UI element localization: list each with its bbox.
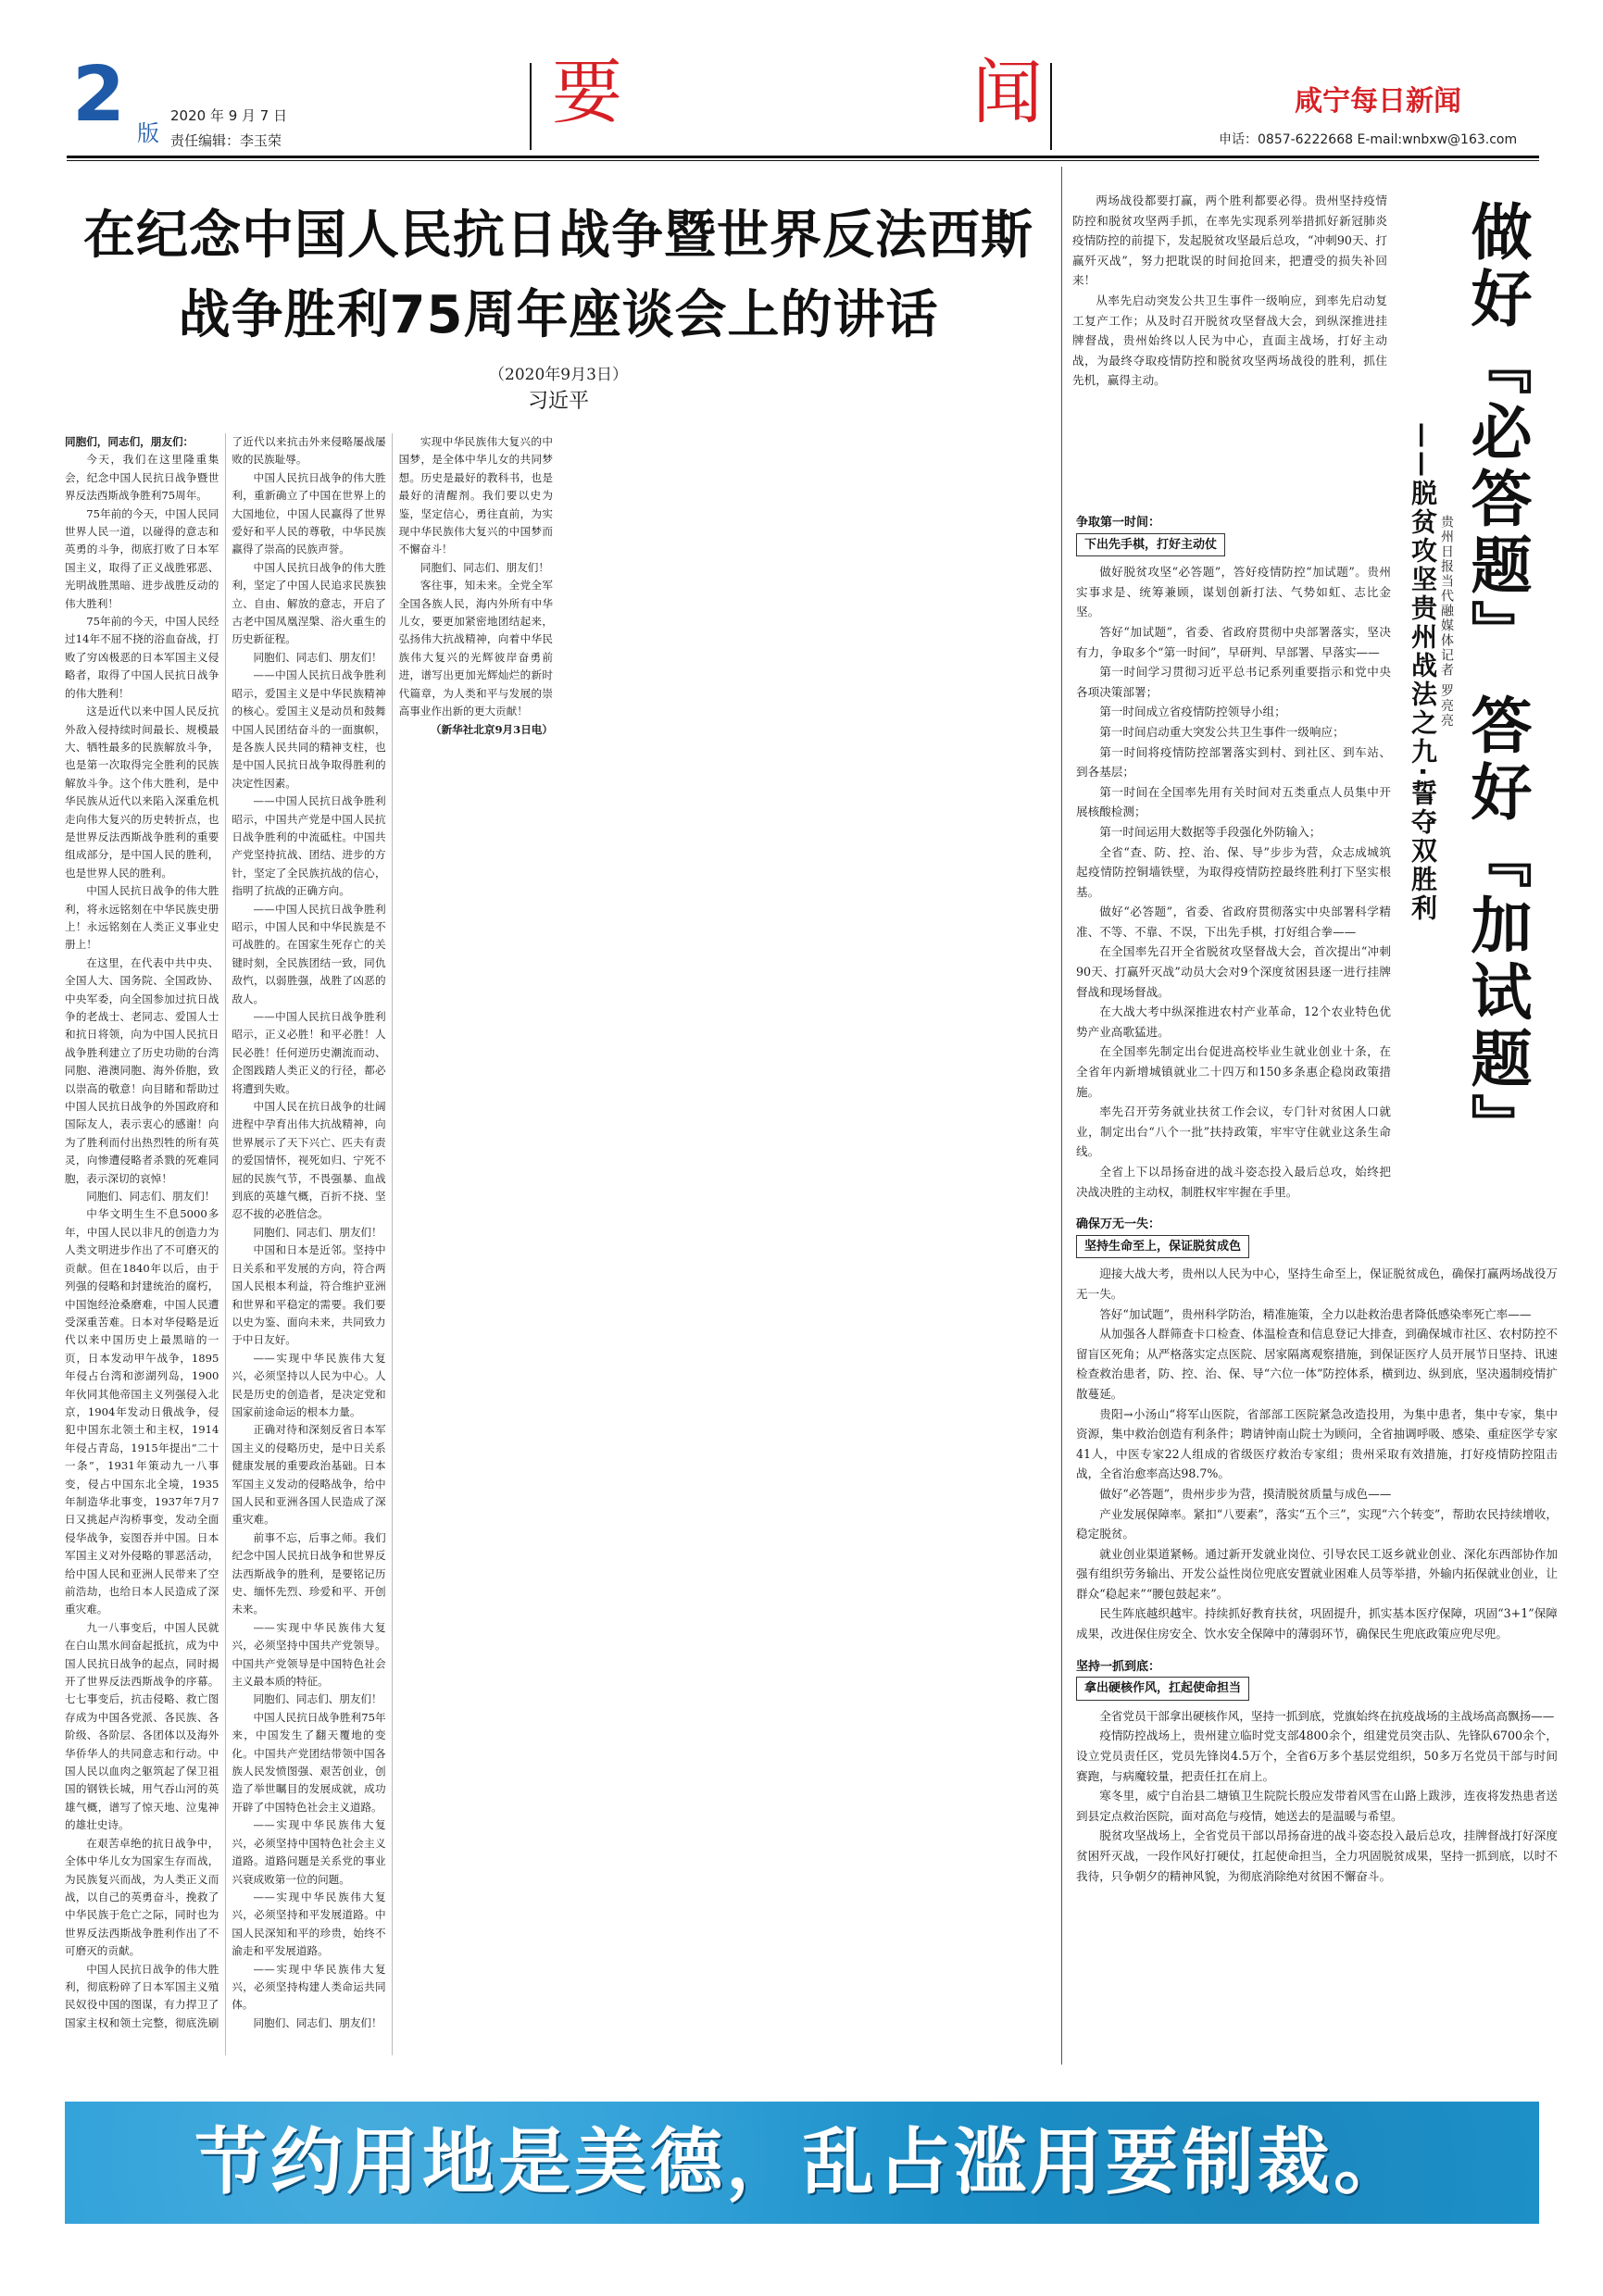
masthead-rule-thin bbox=[67, 160, 1539, 161]
main-paragraph: ——中国人民抗日战争胜利昭示，爱国主义是中华民族精神的核心。爱国主义是动员和鼓舞中国人民团结奋斗的一面旗帜，是各族人民共同的精神支柱，也是中国人民抗日战争取得胜利的决定性因素。 bbox=[232, 668, 386, 790]
headline-line-2: 战争胜利75周年座谈会上的讲话 bbox=[178, 285, 939, 345]
side-section bbox=[1076, 1215, 1558, 1643]
main-paragraph: 中国人民在抗日战争的壮阔进程中孕育出伟大抗战精神，向世界展示了天下兴亡、匹夫有责的爱国情怀，视死如归、宁死不屈的民族气节，不畏强暴、血战到底的英雄气概，百折不挠、坚忍不拔的必胜信念。 bbox=[232, 1100, 386, 1221]
article-dateline: （2020年9月3日） bbox=[489, 366, 628, 384]
side-section-paragraph: 从加强各人群筛查卡口检查、体温检查和信息登记大排查，到确保城市社区、农村防控不留盲区死角；从严格落实定点医院、居家隔离观察措施，到保证医疗人员开展节日坚持、讯速检查救治患者，防、控、治、保、导“六位一体”防控体系，横到边、纵到底，坚决遏制疫情扩散蔓延。 bbox=[1076, 1327, 1558, 1401]
main-paragraph: 中国人民抗日战争胜利75年来，中国发生了翻天覆地的变化。中国共产党团结带领中国各族人民发愤图强、艰苦创业，创造了举世瞩目的发展成就，成功开辟了中国特色社会主义道路。 bbox=[232, 1710, 386, 1814]
side-subtitle: ——脱贫攻坚贵州战法之九·誓夺双胜利 bbox=[1408, 422, 1438, 923]
main-paragraph: 中国人民抗日战争的伟大胜利，彻底粉碎了日本军国主义殖民奴役中国的图谋，有力捍卫了国家主权和领土完整，彻底洗刷了近代以来抗击外来侵略屡战屡败的民族耻辱。 bbox=[65, 435, 386, 2029]
side-section-tag: 下出先手棋，打好主动仗 bbox=[1076, 533, 1225, 557]
side-section-paragraph: 在大战大考中纵深推进农村产业革命，12个农业特色优势产业高歌猛进。 bbox=[1076, 1004, 1391, 1039]
side-section-header bbox=[1076, 1215, 1558, 1258]
main-paragraph: ——中国人民抗日战争胜利昭示，正义必胜！和平必胜！人民必胜！任何逆历史潮流而动、企图践踏人类正义的行径，都必将遭到失败。 bbox=[232, 1010, 386, 1095]
main-paragraph: 同胞们、同志们、朋友们！ bbox=[253, 1225, 382, 1239]
main-paragraph: 中国和日本是近邻。坚持中日关系和平发展的方向，符合两国人民根本利益，符合维护亚洲和世界和平稳定的需要。我们要以史为鉴、面向未来，共同致力于中日友好。 bbox=[232, 1243, 386, 1347]
main-paragraph: ——实现中华民族伟大复兴，必须坚持中国共产党领导。中国共产党领导是中国特色社会主义最本质的特征。 bbox=[232, 1620, 386, 1689]
main-paragraph: 中国人民抗日战争的伟大胜利，坚定了中国人民追求民族独立、自由、解放的意志，开启了古老中国凤凰涅槃、浴火重生的历史新征程。 bbox=[232, 560, 386, 646]
main-paragraph: 这是近代以来中国人民反抗外敌入侵持续时间最长、规模最大、牺牲最多的民族解放斗争，也是第一次取得完全胜利的民族解放斗争。这个伟大胜利，是中华民族从近代以来陷入深重危机走向伟大复兴的历史转折点，也是世界反法西斯战争胜利的重要组成部分，是中国人民的胜利，也是世界人民的胜利。 bbox=[65, 705, 219, 880]
side-section-paragraph: 产业发展保障率。紧扣“八要素”，落实“五个三”，实现“六个转变”，帮助农民持续增收，稳定脱贫。 bbox=[1076, 1506, 1558, 1541]
main-paragraph: ——实现中华民族伟大复兴，必须坚持中国特色社会主义道路。道路问题是关系党的事业兴衰成败第一位的问题。 bbox=[232, 1818, 386, 1886]
side-title-part-2: 答好『加试题』 bbox=[1460, 693, 1532, 1160]
side-intro-paragraph: 从率先启动突发公共卫生事件一级响应，到率先启动复工复产工作；从及时召开脱贫攻坚督战大会，到纵深推进挂牌督战，贵州始终以人民为中心，直面主战场，打好主动战，为最终夺取疫情防控和脱贫攻坚两场战役的胜利，抓住先机，赢得主动。 bbox=[1072, 293, 1387, 388]
main-paragraph: 中国人民抗日战争的伟大胜利，重新确立了中国在世界上的大国地位，中国人民赢得了世界爱好和平人民的尊敬，中华民族赢得了崇高的民族声誉。 bbox=[232, 470, 386, 556]
side-section-header bbox=[1076, 1657, 1558, 1701]
main-paragraph: 75年前的今天，中国人民同世界人民一道，以碰得的意志和英勇的斗争，彻底打败了日本军国主义，取得了正义战胜邪恶、光明战胜黑暗、进步战胜反动的伟大胜利！ bbox=[65, 506, 219, 610]
main-paragraph: 同胞们、同志们、朋友们！ bbox=[253, 1692, 382, 1706]
side-section-paragraph: 民生阵底越织越牢。持续抓好教育扶贫，巩固提升，抓实基本医疗保障，巩固“3+1”保障成果，改进保住房安全、饮水安全保障中的薄弱环节，确保民生兜底政策应兜尽兜。 bbox=[1076, 1606, 1558, 1641]
side-section-paragraph: 全省“查、防、控、治、保、导”步步为营，众志成城筑起疫情防控铜墙铁壁，为取得疫情防控最终胜利打下坚实根基。 bbox=[1076, 844, 1391, 899]
main-paragraph: （新华社北京9月3日电） bbox=[430, 722, 553, 736]
side-title-part-1: 做好『必答题』 bbox=[1460, 200, 1532, 667]
article-author: 习近平 bbox=[527, 390, 589, 413]
main-paragraph: 同胞们、同志们、朋友们！ bbox=[253, 650, 382, 664]
page-number: 2 bbox=[72, 51, 126, 139]
column-divider bbox=[1061, 167, 1062, 2065]
side-section-tag: 拿出硬核作风，扛起使命担当 bbox=[1076, 1677, 1249, 1701]
contact-info: 申话：0857-6222668 E-mail:wnbxw@163.com bbox=[1219, 132, 1518, 147]
page-unit: 版 bbox=[137, 120, 159, 146]
issue-date: 2020 年 9 月 7 日 bbox=[170, 107, 288, 124]
main-paragraph: 同胞们，同志们，朋友们： bbox=[65, 435, 194, 448]
side-section bbox=[1076, 1657, 1558, 1887]
headline-line-1: 在纪念中国人民抗日战争暨世界反法西斯 bbox=[83, 206, 1033, 266]
side-section-paragraph: 做好“必答题”，贵州步步为营，摸清脱贫质量与成色—— bbox=[1099, 1486, 1392, 1501]
main-paragraph: 同胞们、同志们、朋友们！ bbox=[420, 560, 549, 574]
side-article-sections bbox=[1076, 507, 1558, 1886]
side-section-paragraph: 做好“必答题”，省委、省政府贯彻落实中央部署科学精准、不等、不靠、不误，下出先手棋，打好组合拳—— bbox=[1076, 905, 1391, 939]
main-paragraph: ——中国人民抗日战争胜利昭示，中国共产党是中国人民抗日战争胜利的中流砥柱。中国共产党坚持抗战、团结、进步的方针，坚定了全民族抗战的信心，指明了抗战的正确方向。 bbox=[232, 794, 386, 898]
side-section-paragraph: 答好“加试题”，省委、省政府贯彻中央部署落实，坚决有力，争取多个“第一时间”，早研判、早部署、早落实—— bbox=[1076, 624, 1391, 659]
main-paragraph: 客往事，知未来。全党全军全国各族人民，海内外所有中华儿女，要更加紧密地团结起来，弘扬伟大抗战精神，向着中华民族伟大复兴的光辉彼岸奋勇前进，谱写出更加光辉灿烂的新时代篇章，为人类和平与发展的崇高事业作出新的更大贡献！ bbox=[398, 579, 553, 718]
main-paragraph: ——实现中华民族伟大复兴，必须坚持和平发展道路。中国人民深知和平的珍贵，始终不渝走和平发展道路。 bbox=[232, 1890, 386, 1958]
main-article-body bbox=[65, 433, 1054, 2055]
side-intro-paragraph: 两场战役都要打赢，两个胜利都要必得。贵州坚持疫情防控和脱贫攻坚两手抓，在率先实现系列举措抓好新冠肺炎疫情防控的前提下，发起脱贫攻坚最后总攻，“冲刺90天、打赢歼灭战”，努力把耽误的时间抢回来，把遭受的损失补回来！ bbox=[1072, 193, 1387, 288]
side-article-intro bbox=[1072, 191, 1387, 391]
editor-credit: 责任编辑：李玉荣 bbox=[170, 132, 282, 149]
side-section-paragraph: 做好脱贫攻坚“必答题”，答好疫情防控“加试题”。贵州实事求是、统筹兼顾，谋划创新打法、气势如虹、志比金坚。 bbox=[1076, 565, 1391, 619]
main-paragraph: 正确对待和深刻反省日本军国主义的侵略历史，是中日关系健康发展的重要政治基础。日本军国主义发动的侵略战争，给中国人民和亚洲各国人民造成了深重灾难。 bbox=[232, 1423, 386, 1527]
main-paragraph: 同胞们、同志们、朋友们！ bbox=[86, 1190, 216, 1204]
side-section-paragraph: 在全国率先制定出台促进高校毕业生就业创业十条，在全省年内新增城镇就业二十四万和150多条惠企稳岗政策措施。 bbox=[1076, 1044, 1391, 1099]
side-author: 贵州日报当代融媒体记者 罗亮亮 bbox=[1439, 515, 1454, 729]
section-title-char-1: 要 bbox=[552, 51, 622, 133]
side-section-label: 确保万无一失： bbox=[1076, 1217, 1161, 1232]
main-paragraph: 在艰苦卓绝的抗日战争中，全体中华儿女为国家生存而战，为民族复兴而战，为人类正义而战，以自己的英勇奋斗，挽救了中华民族于危亡之际，同时也为世界反法西斯战争胜利作出了不可磨灭的贡献。 bbox=[65, 1836, 219, 1958]
side-section-label: 争取第一时间： bbox=[1076, 516, 1161, 530]
main-paragraph: 在这里，在代表中共中央、全国人大、国务院、全国政协、中央军委，向全国参加过抗日战争的老战士、老同志、爱国人士和抗日将领，向为中国人民抗日战争胜利建立了历史功勋的台湾同胞、港澳同胞、海外侨胞，致以崇高的敬意！向目睹和帮助过中国人民抗日战争的外国政府和国际友人，表示衷心的感谢！向为了胜利而付出热烈牲的所有英灵，向惨遭侵略者杀戮的死难同胞，表示深切的哀悼！ bbox=[65, 955, 219, 1185]
slogan-text: 节约用地是美德，乱占滥用要制裁。 bbox=[194, 2121, 1409, 2204]
side-section-paragraph: 第一时间学习贯彻习近平总书记系列重要指示和党中央各项决策部署； bbox=[1076, 665, 1391, 699]
main-paragraph: 75年前的今天，中国人民经过14年不屈不挠的浴血奋战，打败了穷凶极恶的日本军国主义侵略者，取得了中国人民抗日战争的伟大胜利！ bbox=[65, 615, 219, 700]
side-section-paragraph: 贵阳→小汤山“将军山医院，省部部工医院紧急改造投用，为集中患者，集中专家，集中资源，集中救治创造有利条件；聘请钟南山院士为顾问，全省抽调呼吸、感染、重症医学专家41人，中医专家22人组成的省级医疗救治专家组；贵州采取有效措施，打好疫情防控阻击战，全省治愈率高达98.7%。 bbox=[1076, 1406, 1558, 1481]
main-paragraph: 今天，我们在这里隆重集会，纪念中国人民抗日战争暨世界反法西斯战争胜利75周年。 bbox=[65, 453, 219, 503]
newspaper-logo: 咸宁每日新闻 bbox=[1295, 85, 1461, 118]
main-paragraph: ——实现中华民族伟大复兴，必须坚持以人民为中心。人民是历史的创造者，是决定党和国家前途命运的根本力量。 bbox=[232, 1351, 386, 1418]
main-paragraph: ——中国人民抗日战争胜利昭示，中国人民和中华民族是不可战胜的。在国家生死存亡的关键时刻，全民族团结一致，同仇敌忾，以弱胜强，战胜了凶恶的敌人。 bbox=[232, 902, 386, 1005]
masthead-rule bbox=[67, 156, 1539, 158]
main-paragraph: 中华文明生生不息5000多年，中国人民以非凡的创造力为人类文明进步作出了不可磨灭的贡献。但在1840年以后，由于列强的侵略和封建统治的腐朽，中国饱经沧桑磨难，中国人民遭受深重苦难。日本对华侵略是近代以来中国历史上最黑暗的一页，日本发动甲午战争，1895年侵占台湾和澎湖列岛，1900年伙同其他帝国主义列强侵入北京，1904年发动日俄战争，侵犯中国东北领土和主权，1914年侵占青岛，1915年提出“二十一条”，1931年策动九一八事变，侵占中国东北全境，1935年制造华北事变，1937年7月7日又挑起卢沟桥事变，发动全面侵华战争，妄图吞并中国。日本军国主义对外侵略的罪恶活动，给中国人民和亚洲人民带来了空前浩劫，也给日本人民造成了深重灾难。 bbox=[65, 1207, 219, 1616]
side-section-paragraph: 寒冬里，威宁自治县二塘镇卫生院院长殷应发带着风雪在山路上跋涉，连夜将发热患者送到县定点救治医院，面对高危与疫情，她送去的是温暖与希望。 bbox=[1076, 1789, 1558, 1823]
main-paragraph: 同胞们、同志们、朋友们！ bbox=[253, 2015, 382, 2029]
side-section-paragraph: 迎接大战大考，贵州以人民为中心，坚持生命至上，保证脱贫成色，确保打赢两场战役万无一失。 bbox=[1076, 1267, 1558, 1301]
side-section-label: 坚持一抓到底： bbox=[1076, 1659, 1161, 1674]
section-title-char-2: 闻 bbox=[972, 51, 1043, 133]
side-section-paragraph: 第一时间启动重大突发公共卫生事件一级响应； bbox=[1099, 724, 1345, 739]
side-section-paragraph: 第一时间成立省疫情防控领导小组； bbox=[1099, 705, 1286, 719]
side-section-tag: 坚持生命至上，保证脱贫成色 bbox=[1076, 1235, 1249, 1259]
side-section bbox=[1076, 513, 1391, 1202]
side-section-paragraph: 就业创业渠道紧畅。通过新开发就业岗位、引导农民工返乡就业创业、深化东西部协作加强有组织劳务输出、开发公益性岗位兜底安置就业困难人员等举措，外输内拓保就业创业，让群众“稳起来”“腰包鼓起来”。 bbox=[1076, 1546, 1558, 1601]
main-paragraph: 前事不忘，后事之师。我们纪念中国人民抗日战争和世界反法西斯战争的胜利，是要铭记历史、缅怀先烈、珍爱和平、开创未来。 bbox=[232, 1530, 386, 1616]
side-section-paragraph: 率先召开劳务就业扶贫工作会议，专门针对贫困人口就业，制定出台“八个一批”扶持政策，牢牢守住就业这条生命线。 bbox=[1076, 1104, 1391, 1159]
main-paragraph: ——实现中华民族伟大复兴，必须坚持构建人类命运共同体。 bbox=[232, 1962, 386, 2012]
main-paragraph: 实现中华民族伟大复兴的中国梦，是全体中华儿女的共同梦想。历史是最好的教科书，也是最好的清醒剂。我们要以史为鉴，坚定信心，勇往直前，为实现中华民族伟大复兴的中国梦而不懈奋斗！ bbox=[398, 435, 553, 556]
side-section-paragraph: 第一时间在全国率先用有关时间对五类重点人员集中开展核酸检测； bbox=[1076, 784, 1391, 819]
main-paragraph: 中国人民抗日战争的伟大胜利，将永远铭刻在中华民族史册上！永远铭刻在人类正义事业史册上！ bbox=[65, 884, 219, 952]
side-section-paragraph: 疫情防控战场上，贵州建立临时党支部4800余个，组建党员突击队、先锋队6700余个，设立党员责任区，党员先锋岗4.5万个，全省6万多个基层党组织，50多万名党员干部与时间赛跑，与病魔较量，把责任扛在肩上。 bbox=[1076, 1728, 1558, 1783]
side-section-paragraph: 在全国率先召开全省脱贫攻坚督战大会，首次提出“冲刺90天、打赢歼灭战”动员大会对9个深度贫困县逐一进行挂牌督战和现场督战。 bbox=[1076, 944, 1391, 999]
side-section-paragraph: 第一时间运用大数据等手段强化外防输入； bbox=[1099, 824, 1321, 839]
side-section-header bbox=[1076, 513, 1391, 556]
side-section-paragraph: 第一时间将疫情防控部署落实到村、到社区、到车站、到各基层； bbox=[1076, 744, 1391, 780]
side-section-paragraph: 脱贫攻坚战场上，全省党员干部以昂扬奋进的战斗姿态投入最后总攻，挂牌督战打好深度贫困歼灭战，一段作风好打硬仗，扛起使命担当，全力巩固脱贫成果，坚持一抓到底，以时不我待，只争朝夕的精神风貌，为彻底消除绝对贫困不懈奋斗。 bbox=[1076, 1828, 1558, 1883]
main-headline bbox=[72, 196, 1045, 356]
side-section-paragraph: 答好“加试题”，贵州科学防治，精准施策，全力以赴救治患者降低感染率死亡率—— bbox=[1099, 1306, 1532, 1321]
main-paragraph: 九一八事变后，中国人民就在白山黑水间奋起抵抗，成为中国人民抗日战争的起点，同时揭开了世界反法西斯战争的序幕。七七事变后，抗击侵略、救亡图存成为中国各党派、各民族、各阶级、各阶层、各团体以及海外华侨华人的共同意志和行动。中国人民以血肉之躯筑起了保卫祖国的钢铁长城，用气吞山河的英雄气概，谱写了惊天地、泣鬼神的雄壮史诗。 bbox=[65, 1620, 219, 1832]
side-section-paragraph: 全省上下以昂扬奋进的战斗姿态投入最后总攻，始终把决战决胜的主动权，制胜权牢牢握在手里。 bbox=[1076, 1165, 1391, 1199]
side-section-paragraph: 全省党员干部拿出硬核作风，坚持一抓到底，党旗始终在抗疫战场的主战场高高飘扬—— bbox=[1099, 1708, 1555, 1723]
